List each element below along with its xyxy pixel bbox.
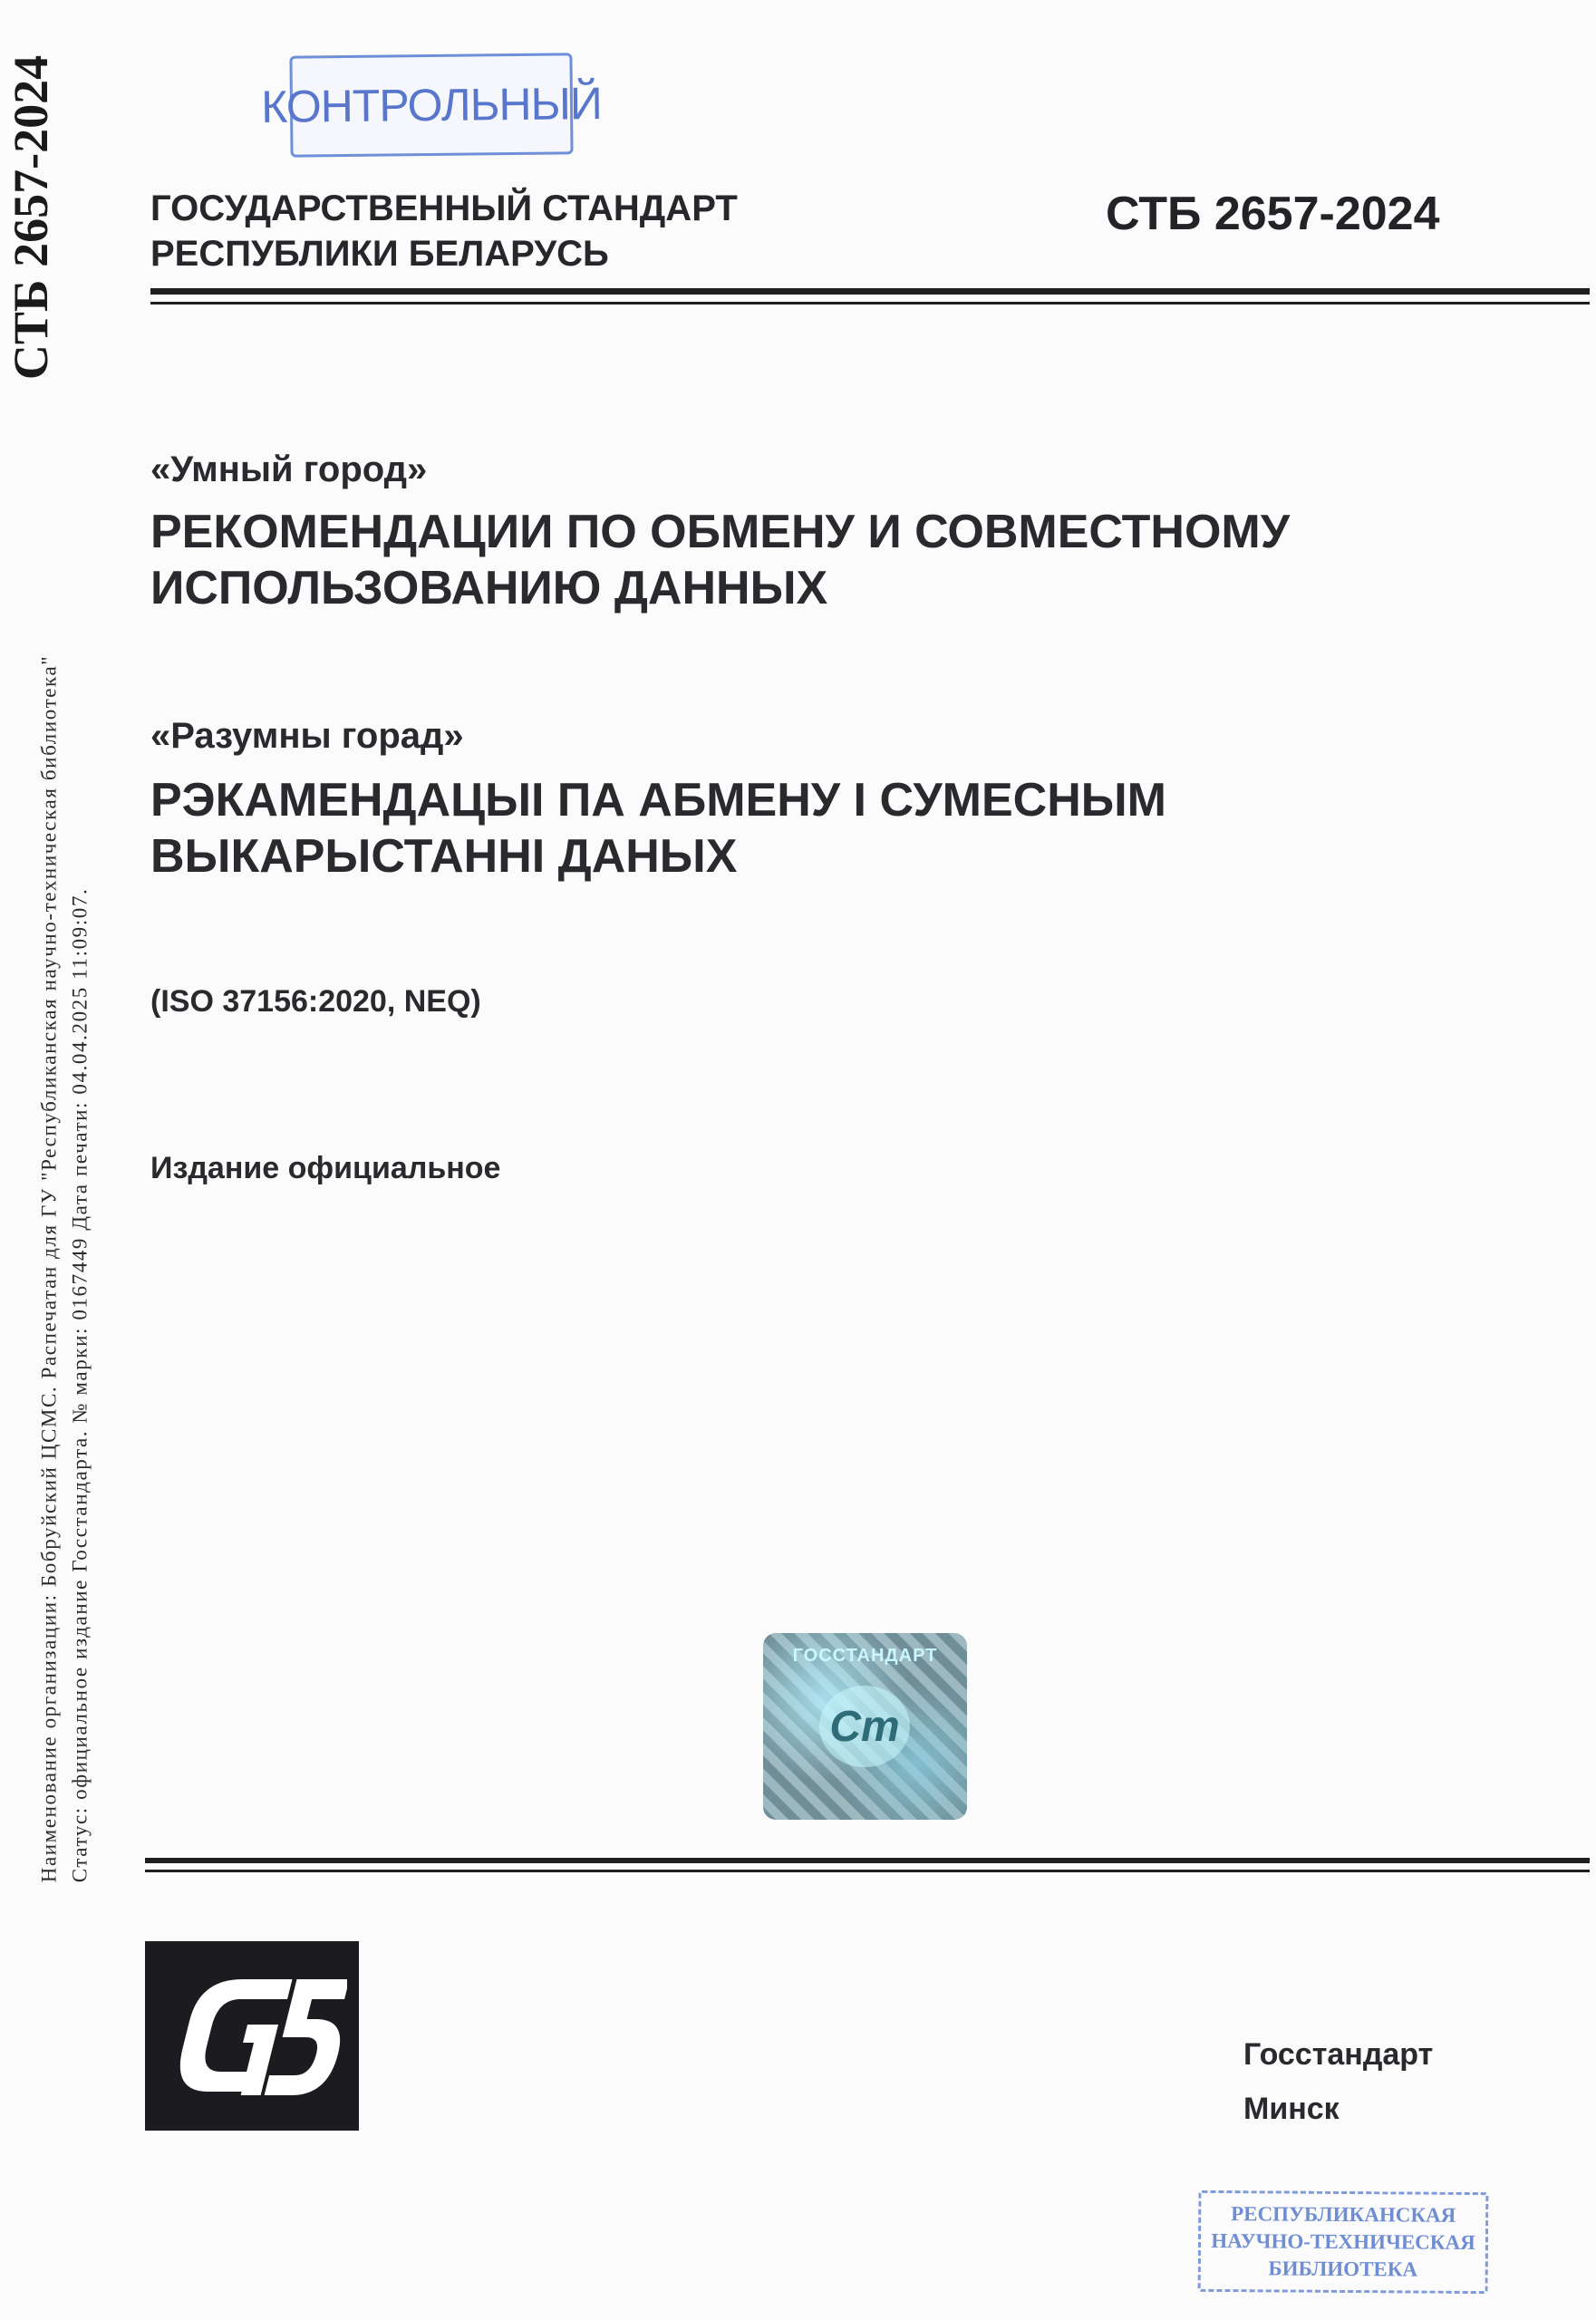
hologram-sticker: [763, 1633, 967, 1820]
library-stamp-line3: БИБЛИОТЕКА: [1268, 2257, 1418, 2281]
title-by: [150, 772, 1166, 884]
control-stamp-text: КОНТРОЛЬНЫЙ: [260, 78, 603, 132]
print-metadata-line1: Наименование организации: Бобруйский ЦСМС. Распечатан для ГУ "Республиканская научно-техническая библиотека": [37, 654, 60, 1883]
standard-code: СТБ 2657-2024: [1106, 188, 1440, 240]
side-standard-code-text: СТБ 2657-2024: [4, 54, 59, 381]
footer-rule-thick: [145, 1858, 1590, 1863]
stb-logo-mark: [157, 1959, 347, 2113]
library-stamp-line1: РЕСПУБЛИКАНСКАЯ: [1231, 2202, 1456, 2227]
title-by-line1: РЭКАМЕНДАЦЫІ ПА АБМЕНУ І СУМЕСНЫМ: [150, 774, 1166, 826]
library-stamp: [1198, 2190, 1489, 2294]
title-ru-line2: ИСПОЛЬЗОВАНИЮ ДАННЫХ: [150, 562, 828, 614]
title-ru-subtitle: «Умный город»: [150, 450, 428, 489]
print-metadata-line2: Статус: официальное издание Госстандарта. № марки: 0167449 Дата печати: 04.04.2025 11:09:07.: [68, 887, 91, 1883]
publisher-name: Госстандарт: [1243, 2037, 1434, 2072]
footer-rule-thin: [145, 1870, 1590, 1872]
header-rule-thick: [150, 288, 1590, 295]
header-rule-thin: [150, 302, 1590, 304]
issuing-authority: [150, 186, 738, 276]
publisher-city: Минск: [1243, 2092, 1340, 2126]
side-standard-code: [2, 27, 60, 408]
print-metadata: [24, 508, 105, 2030]
control-stamp: [260, 53, 603, 157]
stb-logo-icon: [145, 1941, 359, 2131]
issuing-authority-line2: РЕСПУБЛИКИ БЕЛАРУСЬ: [150, 234, 609, 274]
title-ru: [150, 504, 1290, 616]
title-by-subtitle: «Разумны горад»: [150, 716, 464, 756]
title-ru-line1: РЕКОМЕНДАЦИИ ПО ОБМЕНУ И СОВМЕСТНОМУ: [150, 506, 1291, 558]
hologram-logo-icon: Ст: [819, 1686, 910, 1767]
issuing-authority-line1: ГОСУДАРСТВЕННЫЙ СТАНДАРТ: [150, 188, 738, 228]
hologram-text: ГОССТАНДАРТ: [792, 1646, 938, 1666]
title-by-line2: ВЫКАРЫСТАННІ ДАНЫХ: [150, 830, 738, 883]
edition-label: Издание официальное: [150, 1151, 501, 1185]
iso-reference: (ISO 37156:2020, NEQ): [150, 984, 481, 1019]
library-stamp-line2: НАУЧНО-ТЕХНИЧЕСКАЯ: [1211, 2228, 1475, 2255]
